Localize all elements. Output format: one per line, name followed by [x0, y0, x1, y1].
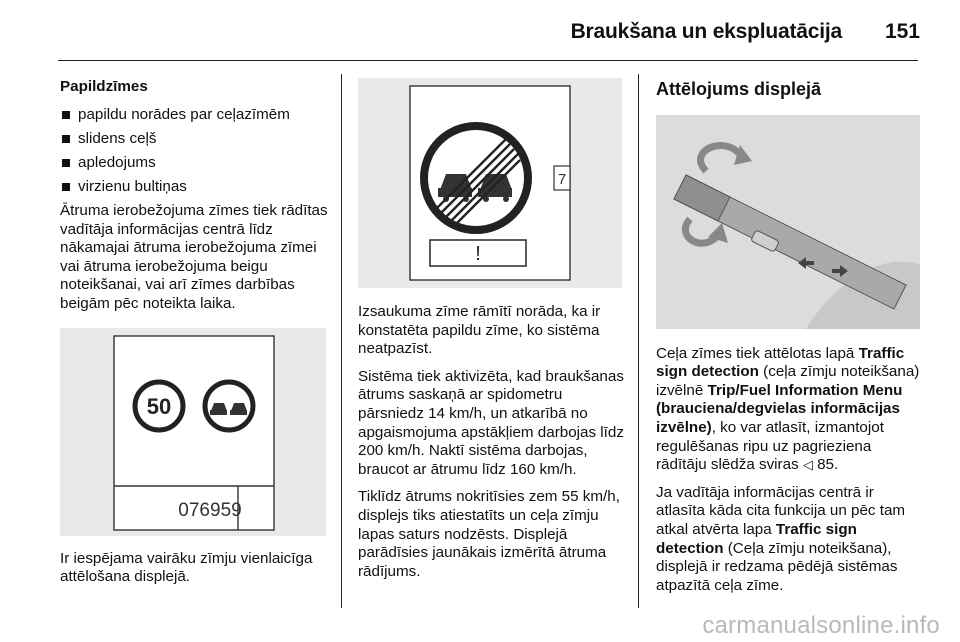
end-of-restriction-illustration: [358, 78, 622, 288]
figure-code: 076959: [178, 499, 242, 521]
column-divider-2: [638, 74, 639, 608]
turn-signal-stalk-illustration: [656, 115, 920, 329]
bullet-icon: [62, 135, 70, 143]
list-item: papildu norādes par ceļazīmēm: [60, 106, 328, 125]
figure-display-signs: [60, 328, 326, 536]
menu-name-traffic-sign-detection: Traffic sign detection: [656, 520, 857, 557]
speed-limit-value: 50: [146, 393, 172, 419]
watermark: carmanualsonline.info: [702, 612, 940, 639]
cross-reference-arrow-icon: ◁: [802, 457, 813, 473]
paragraph: Ir iespējama vairāku zīmju vienlaicīga attēlošana displejā.: [60, 549, 313, 586]
menu-name-trip-fuel: Trip/Fuel Information Menu (brauciena/degvielas informācijas izvēlne): [656, 381, 903, 436]
list-item: virzienu bultiņas: [60, 178, 328, 197]
column-2: [358, 78, 624, 590]
paragraph: Sistēma tiek aktivizēta, kad braukšanas ātrums saskaņā ar spidometru pārsniedz 14 km/h, un atkarībā no apgaismojuma apstākļiem darbojas līdz 200 km/h. Naktī sistēma darbojas, braucot ar ātrumu līdz 160 km/h.: [358, 367, 624, 478]
section-title: Braukšana un ekspluatācija: [570, 20, 842, 43]
page-header: [0, 0, 960, 62]
figure-stalk-control: [656, 115, 920, 329]
exclamation-mark: !: [475, 243, 481, 265]
list-item: slidens ceļš: [60, 130, 328, 149]
end-of-no-overtaking-sign-icon: [424, 126, 528, 230]
list-item: apledojums: [60, 154, 328, 173]
section-heading: Attēlojums displejā: [656, 79, 822, 99]
column-divider-1: [341, 74, 342, 608]
column-3: [656, 78, 922, 604]
display-signs-illustration: [60, 328, 326, 536]
paragraph: Ceļa zīmes tiek attēlotas lapā Traffic sign detection (ceļa zīmju noteikšana) izvēlnē Trip/Fuel Information Menu (brauciena/degvielas informācijas izvēlne), ko var atlasīt, izmantojot regulēšanas ripu uz pagrieziena rādītāju slēdža sviras ◁ 85.: [656, 344, 920, 474]
paragraph: Tiklīdz ātrums nokritīsies zem 55 km/h, displejs tiks atiestatīts un ceļa zīmju lapas saturs nodzēsts. Displejā parādīsies jaunākais izmērītā ātruma rādījums.: [358, 488, 620, 580]
paragraph: Ja vadītāja informācijas centrā ir atlasīta kāda cita funkcija un pēc tam atkal atvērta lapa Traffic sign detection (Ceļa zīmju noteikšana), displejā ir redzama pēdējā sistēmas atpazītā ceļa zīme.: [656, 483, 906, 594]
bullet-icon: [62, 183, 70, 191]
bullet-icon: [62, 111, 70, 119]
figure-end-of-restriction-sign: [358, 78, 622, 288]
subheading-papildzimes: Papildzīmes: [60, 78, 148, 95]
bullet-list: [60, 106, 328, 197]
menu-name-traffic-sign-detection: Traffic sign detection: [656, 344, 905, 381]
side-number: 7: [557, 171, 567, 188]
paragraph: Izsaukuma zīme rāmītī norāda, ka ir konstatēta papildu zīme, ko sistēma neatpazīst.: [358, 303, 601, 358]
page-number: 151: [884, 20, 920, 43]
bullet-icon: [62, 159, 70, 167]
no-overtaking-sign-icon: [205, 382, 253, 430]
header-rule: [58, 60, 918, 61]
column-1: [60, 78, 328, 596]
paragraph: Ātruma ierobežojuma zīmes tiek rādītas vadītāja informācijas centrā līdz nākamajai ātruma ierobežojuma zīmei vai ātruma ierobežojuma beigu noteikšanai, vai arī zīmes darbības beigām pēc noteikta laika.: [60, 201, 328, 312]
